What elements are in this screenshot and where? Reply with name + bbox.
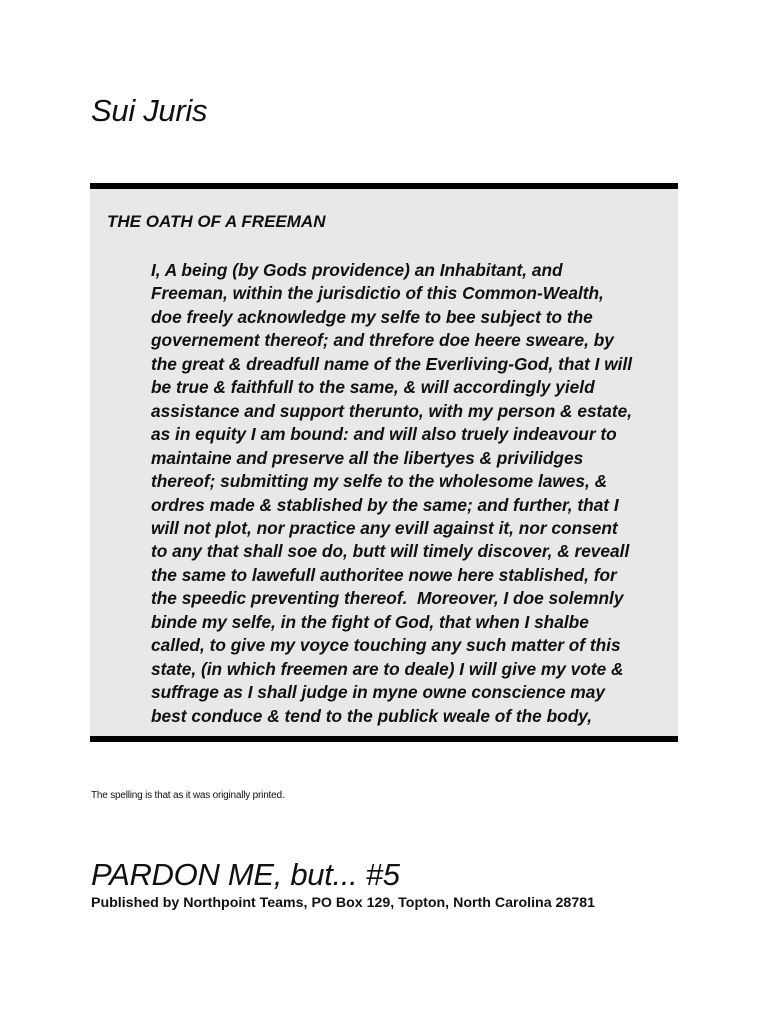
publisher-line: Published by Northpoint Teams, PO Box 129, Topton, North Carolina 28781	[91, 895, 595, 911]
oath-line: thereof; submitting my selfe to the wholesome lawes, &	[151, 471, 608, 492]
oath-line: will not plot, nor practice any evill against it, nor consent	[151, 517, 618, 538]
oath-line: doe freely acknowledge my selfe to bee subject to the	[151, 306, 593, 327]
oath-line: binde my selfe, in the fight of God, that when I shalbe	[151, 611, 589, 632]
oath-line: governement thereof; and threfore doe heere sweare, by	[151, 330, 614, 351]
oath-line: best conduce & tend to the publick weale of the body,	[151, 705, 593, 726]
oath-line: to any that shall soe do, butt will timely discover, & reveall	[151, 541, 630, 562]
oath-line: called, to give my voyce touching any such matter of this	[151, 635, 621, 656]
oath-line: assistance and support therunto, with my person & estate,	[151, 400, 633, 421]
oath-line: be true & faithfull to the same, & will accordingly yield	[151, 377, 595, 398]
oath-line: as in equity I am bound: and will also truely indeavour to	[151, 424, 617, 445]
spelling-note: The spelling is that as it was originally printed.	[91, 790, 285, 801]
oath-line: the great & dreadfull name of the Everliving-God, that I will	[151, 353, 633, 374]
page-title: Sui Juris	[91, 93, 208, 128]
issue-title: PARDON ME, but... #5	[91, 857, 400, 892]
oath-text	[151, 259, 671, 728]
oath-line: state, (in which freemen are to deale) I will give my vote &	[151, 658, 624, 679]
oath-line: suffrage as I shall judge in myne owne conscience may	[151, 682, 605, 703]
oath-line: Freeman, within the jurisdictio of this Common-Wealth,	[151, 283, 604, 304]
oath-heading: THE OATH OF A FREEMAN	[107, 212, 326, 231]
oath-line: the same to lawefull authoritee nowe here stablished, for	[151, 564, 617, 585]
oath-line: I, A being (by Gods providence) an Inhabitant, and	[151, 260, 563, 280]
oath-line: maintaine and preserve all the libertyes & privilidges	[151, 447, 584, 468]
oath-box	[90, 183, 678, 742]
oath-line: the speedic preventing thereof. Moreover, I doe solemnly	[151, 588, 624, 609]
oath-line: ordres made & stablished by the same; and further, that I	[151, 494, 619, 515]
